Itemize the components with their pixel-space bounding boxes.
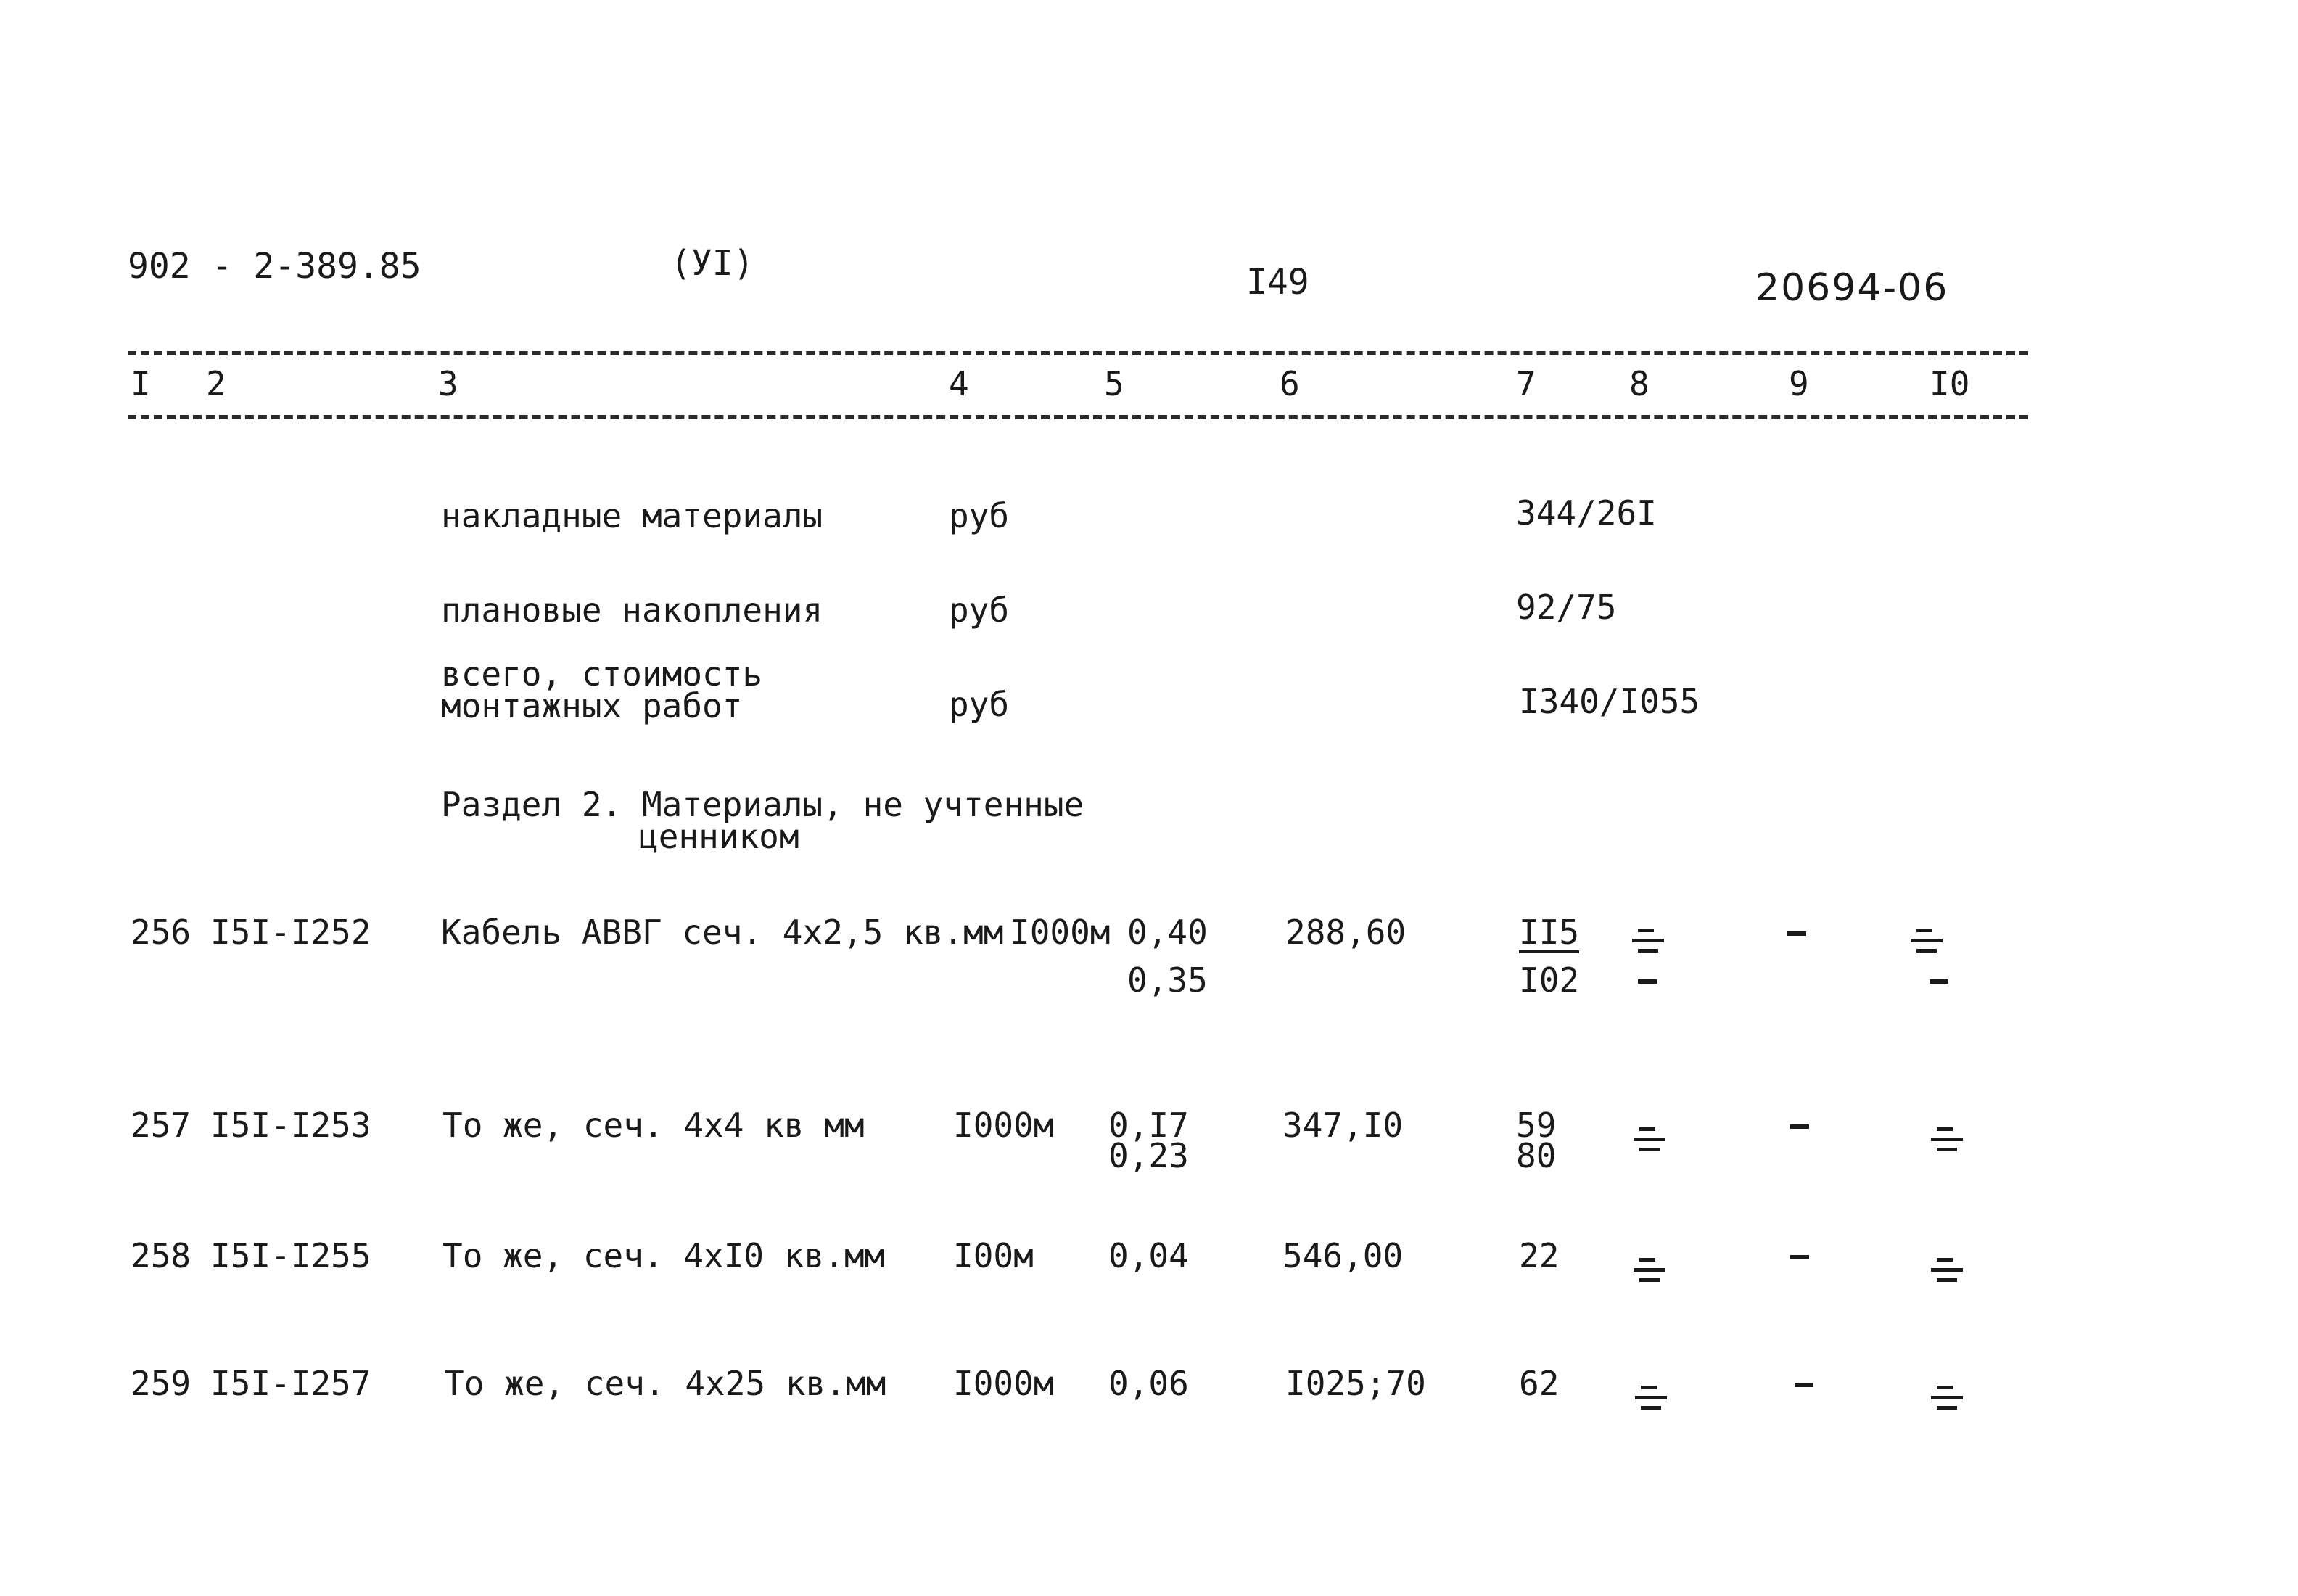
summary-value-3: I340/I055 [1519,682,1700,721]
row-258-num: 258 [131,1236,192,1275]
col-header-1: I [131,364,151,403]
header-rule-top [128,351,2028,355]
row-257-name: То же, сеч. 4х4 кв мм [442,1106,865,1145]
summary-name-1: накладные материалы [441,496,823,535]
row-256-c9-dash [1787,931,1806,936]
row-256-qty-bottom: 0,35 [1127,961,1208,1000]
row-259-unit: I000м [953,1364,1054,1403]
row-256-price: 288,60 [1285,913,1407,952]
row-259-price: I025;70 [1285,1364,1426,1403]
header-rule-bottom [128,415,2028,419]
col-header-3: 3 [438,364,458,403]
row-259-num: 259 [131,1364,192,1403]
summary-name-3a: всего, стоимость [441,654,763,694]
col-header-9: 9 [1789,364,1809,403]
row-257-c9-dash [1790,1124,1809,1129]
row-258-qty: 0,04 [1108,1236,1189,1275]
row-258-c7: 22 [1519,1236,1560,1275]
inventory-number: 20694-06 [1755,266,1949,310]
row-256-unit: I000м [1010,913,1111,952]
summary-value-2: 92/75 [1516,588,1617,627]
row-259-name: То же, сеч. 4х25 кв.мм [444,1364,886,1403]
row-257-c7-top: 59 [1516,1106,1557,1145]
row-258-price: 546,00 [1282,1236,1404,1275]
row-257-c8-mark [1629,1124,1670,1153]
summary-unit-1: руб [949,496,1010,535]
row-256-num: 256 [131,913,192,952]
row-258-unit: I00м [953,1236,1034,1275]
col-header-2: 2 [206,364,226,403]
row-257-price: 347,I0 [1282,1106,1404,1145]
row-257-c10-mark [1927,1124,1967,1153]
row-256-c7-top: II5 [1519,913,1580,952]
row-256-c8-dash [1638,979,1657,984]
row-259-code: I5I-I257 [210,1364,371,1403]
page-number: I49 [1246,262,1309,303]
row-259-c8-mark [1631,1383,1671,1412]
col-header-4: 4 [949,364,969,403]
summary-name-2: плановые накопления [441,591,823,630]
row-256-name: Кабель АВВГ сеч. 4х2,5 кв.мм [441,913,1004,952]
col-header-7: 7 [1516,364,1536,403]
row-257-code: I5I-I253 [210,1106,371,1145]
row-257-qty-bottom: 0,23 [1108,1136,1189,1175]
section-title-line1: Раздел 2. Материалы, не учтенные [441,785,1084,824]
row-257-unit: I000м [953,1106,1054,1145]
section-code: (УI) [670,243,754,284]
col-header-8: 8 [1629,364,1650,403]
row-258-c8-mark [1629,1255,1670,1284]
row-256-c10-mark [1906,926,1947,955]
row-256-code: I5I-I252 [210,913,371,952]
col-header-6: 6 [1280,364,1300,403]
row-258-code: I5I-I255 [210,1236,371,1275]
row-259-c10-mark [1927,1383,1967,1412]
row-259-c7: 62 [1519,1364,1560,1403]
row-256-qty-top: 0,40 [1127,913,1208,952]
row-257-num: 257 [131,1106,192,1145]
row-258-c10-mark [1927,1255,1967,1284]
section-title-line2: ценником [638,817,799,856]
row-259-qty: 0,06 [1108,1364,1189,1403]
row-258-name: То же, сеч. 4хI0 кв.мм [442,1236,885,1275]
col-header-10: I0 [1930,364,1970,403]
summary-unit-3: руб [949,685,1010,724]
summary-value-1: 344/26I [1516,493,1657,532]
summary-name-3b: монтажных работ [441,686,743,725]
row-256-c10-dash [1930,979,1948,984]
summary-unit-2: руб [949,591,1010,630]
row-257-c7-bottom: 80 [1516,1136,1557,1175]
row-256-c7-bottom: I02 [1519,961,1580,1000]
col-header-5: 5 [1104,364,1124,403]
row-256-c8-mark [1628,926,1668,955]
row-259-c9-dash [1795,1383,1813,1387]
row-257-qty-top: 0,I7 [1108,1106,1189,1145]
doc-code: 902 - 2-389.85 [128,246,421,287]
row-258-c9-dash [1790,1255,1809,1259]
